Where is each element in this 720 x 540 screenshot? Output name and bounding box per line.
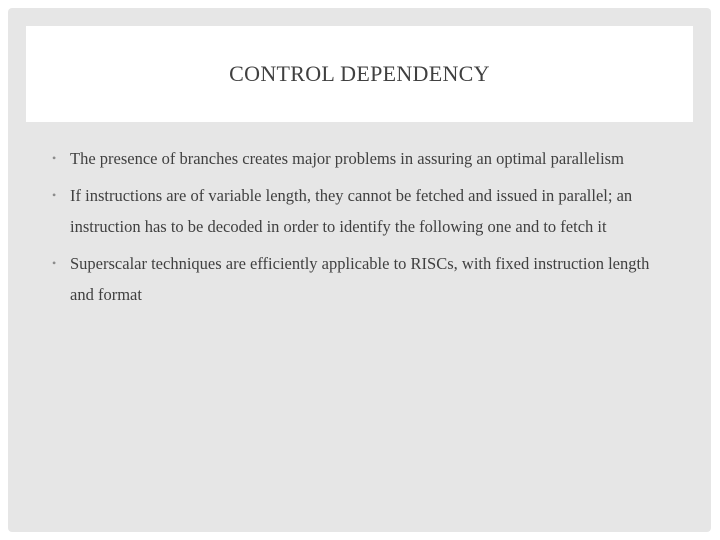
bullet-item bbox=[52, 248, 672, 310]
title-box bbox=[26, 26, 693, 122]
bullet-text: The presence of branches creates major problems in assuring an optimal parallelism bbox=[70, 149, 624, 168]
bullet-marker: • bbox=[52, 151, 57, 165]
bullet-text: If instructions are of variable length, they cannot be fetched and issued in parallel; an instruction has to be decoded in order to identify the following one and to fetch it bbox=[70, 186, 633, 236]
bullet-text: Superscalar techniques are efficiently applicable to RISCs, with fixed instruction length and format bbox=[70, 254, 650, 304]
bullet-list bbox=[52, 143, 672, 316]
bullet-marker: • bbox=[52, 256, 57, 270]
slide-title: CONTROL DEPENDENCY bbox=[229, 61, 490, 86]
bullet-marker: • bbox=[52, 188, 57, 202]
bullet-item bbox=[52, 143, 672, 174]
bullet-item bbox=[52, 180, 672, 242]
slide bbox=[8, 8, 711, 532]
